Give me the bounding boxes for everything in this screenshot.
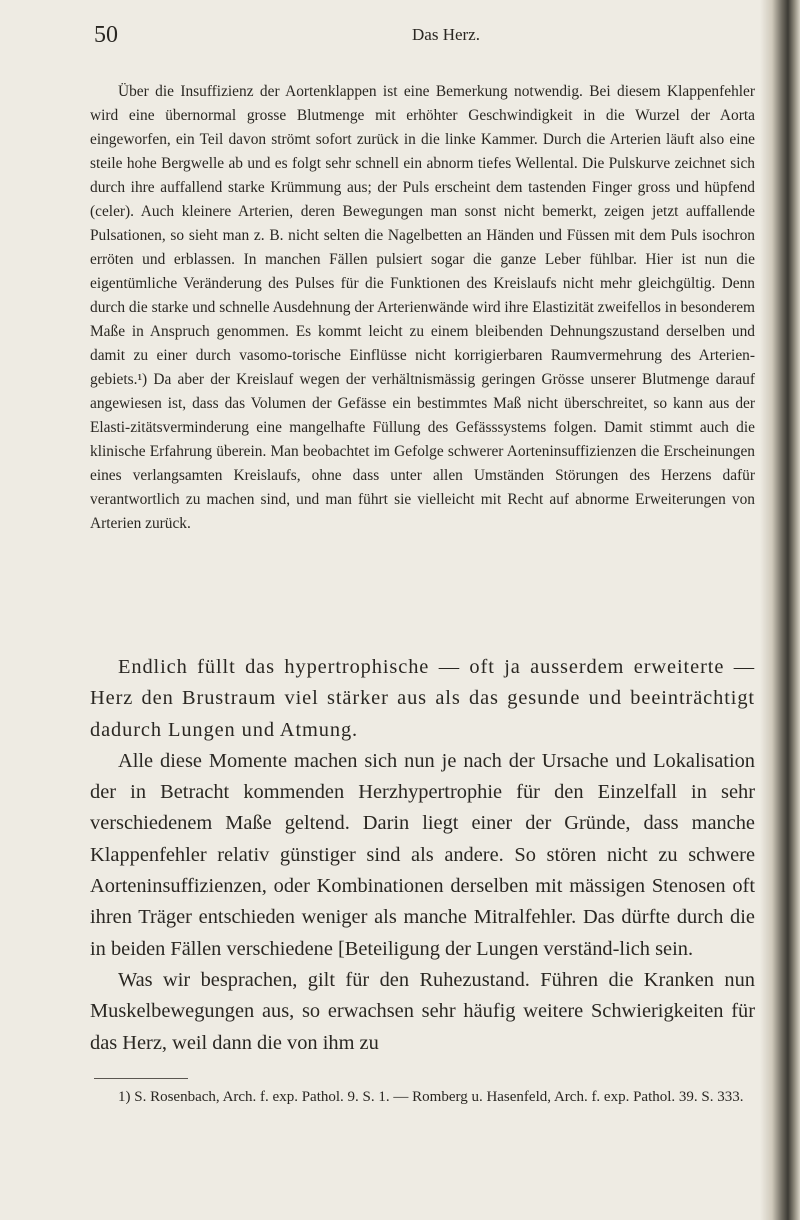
running-title: Das Herz. bbox=[412, 25, 480, 44]
text-line: Krümmung aus; der Puls erscheint dem tastenden Finger gross und bbox=[270, 179, 699, 196]
text-line: entschieden weniger als manche Mitralfehler. Das dürfte durch die bbox=[198, 906, 755, 929]
text-line: gebiets.¹) Da aber der Kreislauf wegen der verhältnismässig geringen bbox=[90, 371, 536, 388]
text-line: andere. So stören nicht zu schwere Aorteninsuffizienzen, oder bbox=[90, 843, 755, 898]
text-line: der Gründe, dass manche Klappenfehler relativ günstiger sind als bbox=[90, 812, 755, 866]
paragraph-valve-defects bbox=[90, 746, 755, 965]
text-line: 1) S. Rosenbach, Arch. f. exp. Pathol. 9. S. 1. — Romberg u. Hasenfeld, bbox=[118, 1089, 552, 1105]
paragraph-rest-state bbox=[90, 965, 755, 1059]
text-line: erweiterte — Herz den Brustraum viel stärker aus als das bbox=[90, 656, 755, 710]
text-line: weitere Schwierigkeiten für das Herz, weil dann die von ihm zu bbox=[90, 1000, 755, 1054]
body-text-small bbox=[90, 80, 755, 536]
text-line: abnorme Erweiterungen von Arterien zurück. bbox=[90, 491, 755, 532]
text-line: Gefolge schwerer Aorteninsuffizienzen die Erscheinungen eines verlangsamten bbox=[90, 443, 755, 484]
text-line: torische Einflüsse nicht korrigierbaren Raumvermehrung des Arterien- bbox=[292, 347, 755, 364]
text-line: Lokalisation der in Betracht kommenden Herzhypertrophie für den bbox=[90, 749, 755, 804]
text-line: Über die Insuffizienz der Aortenklappen ist eine Bemerkung notwendig. bbox=[118, 83, 583, 100]
text-line: erröten und erblassen. In manchen Fällen pulsiert sogar die ganze Leber bbox=[90, 251, 581, 268]
paragraph-aortic-insufficiency bbox=[90, 80, 755, 536]
page-edge-shadow bbox=[760, 0, 800, 1220]
body-text-large bbox=[90, 652, 755, 1059]
text-line: Was wir besprachen, gilt für den Ruhezustand. Führen die bbox=[118, 968, 634, 991]
text-line: lich sein. bbox=[619, 937, 694, 960]
text-line: in beiden Fällen verschiedene [Beteiligung der Lungen verständ- bbox=[90, 937, 620, 960]
text-line: verantwortlich zu machen sind, und man führt sie vielleicht mit Recht auf bbox=[90, 491, 570, 508]
page-number: 50 bbox=[94, 22, 118, 48]
text-line: zitätsverminderung eine mangelhafte Füllung des Gefässsystems folgen. bbox=[130, 419, 597, 436]
text-line: Kombinationen derselben mit mässigen Stenosen oft ihren Träger bbox=[90, 875, 755, 929]
text-line: steile hohe Bergwelle ab und es folgt sehr schnell ein abnorm tiefes bbox=[90, 155, 512, 172]
text-line: sofort zurück in die linke Kammer. Durch die Arterien läuft also eine bbox=[315, 131, 756, 148]
text-line: Alle diese Momente machen sich nun je nach der Ursache und bbox=[118, 749, 647, 772]
text-line: gesunde und beeinträchtigt dadurch Lungen und Atmung. bbox=[90, 687, 755, 741]
footnote bbox=[90, 1086, 755, 1109]
text-line: hüpfend (celer). Auch kleinere Arterien, deren Bewegungen man sonst bbox=[90, 179, 755, 220]
text-line: und schnelle Ausdehnung der Arterienwände wird ihre Elastizität zweifellos bbox=[192, 299, 661, 316]
text-line: Grösse unserer Blutmenge darauf angewiesen ist, dass das Volumen der bbox=[90, 371, 755, 412]
text-line: Bei diesem Klappenfehler wird eine übernormal grosse Blutmenge mit erhöhter bbox=[90, 83, 755, 124]
paragraph-hypertrophic-heart bbox=[90, 652, 755, 746]
text-line: fühlbar. Hier ist nun die eigentümliche Veränderung des Pulses für die bbox=[90, 251, 755, 292]
text-line: Kreislaufs, ohne dass unter allen Umständen Störungen des Herzens dafür bbox=[233, 467, 755, 484]
text-line: in besonderem Maße in Anspruch genommen. Es kommt leicht zu einem bbox=[90, 299, 756, 340]
footnote-text bbox=[90, 1086, 755, 1109]
text-line: Einzelfall in sehr verschiedenem Maße geltend. Darin liegt einer bbox=[90, 781, 755, 835]
text-line: Kranken nun Muskelbewegungen aus, so erwachsen sehr häufig bbox=[90, 968, 755, 1023]
text-line: Gefässe ein bestimmtes Maß nicht überschreitet, so kann aus der Elasti- bbox=[90, 395, 755, 436]
text-line: Wellental. Die Pulskurve zeichnet sich durch ihre auffallend starke bbox=[90, 155, 756, 196]
text-line: bleibenden Dehnungszustand derselben und damit zu einer durch vasomo- bbox=[90, 323, 755, 364]
text-line: Arch. f. exp. Pathol. 39. S. 333. bbox=[553, 1089, 744, 1105]
text-line: Endlich füllt das hypertrophische — oft ja ausserdem bbox=[118, 656, 625, 678]
page-header bbox=[0, 22, 760, 52]
footnote-rule bbox=[94, 1078, 188, 1079]
text-line: Geschwindigkeit in die Wurzel der Aorta eingeworfen, ein Teil davon strömt bbox=[90, 107, 755, 148]
text-line: nicht bemerkt, zeigen jetzt auffallende Pulsationen, so sieht man z. B. nicht bbox=[90, 203, 755, 244]
text-line: Funktionen des Kreislaufs nicht mehr gleichgültig. Denn durch die starke bbox=[90, 275, 755, 316]
text-line: Damit stimmt auch die klinische Erfahrung überein. Man beobachtet im bbox=[90, 419, 755, 460]
text-line: selten die Nagelbetten an Händen und Füssen mit dem Puls isochron bbox=[323, 227, 755, 244]
